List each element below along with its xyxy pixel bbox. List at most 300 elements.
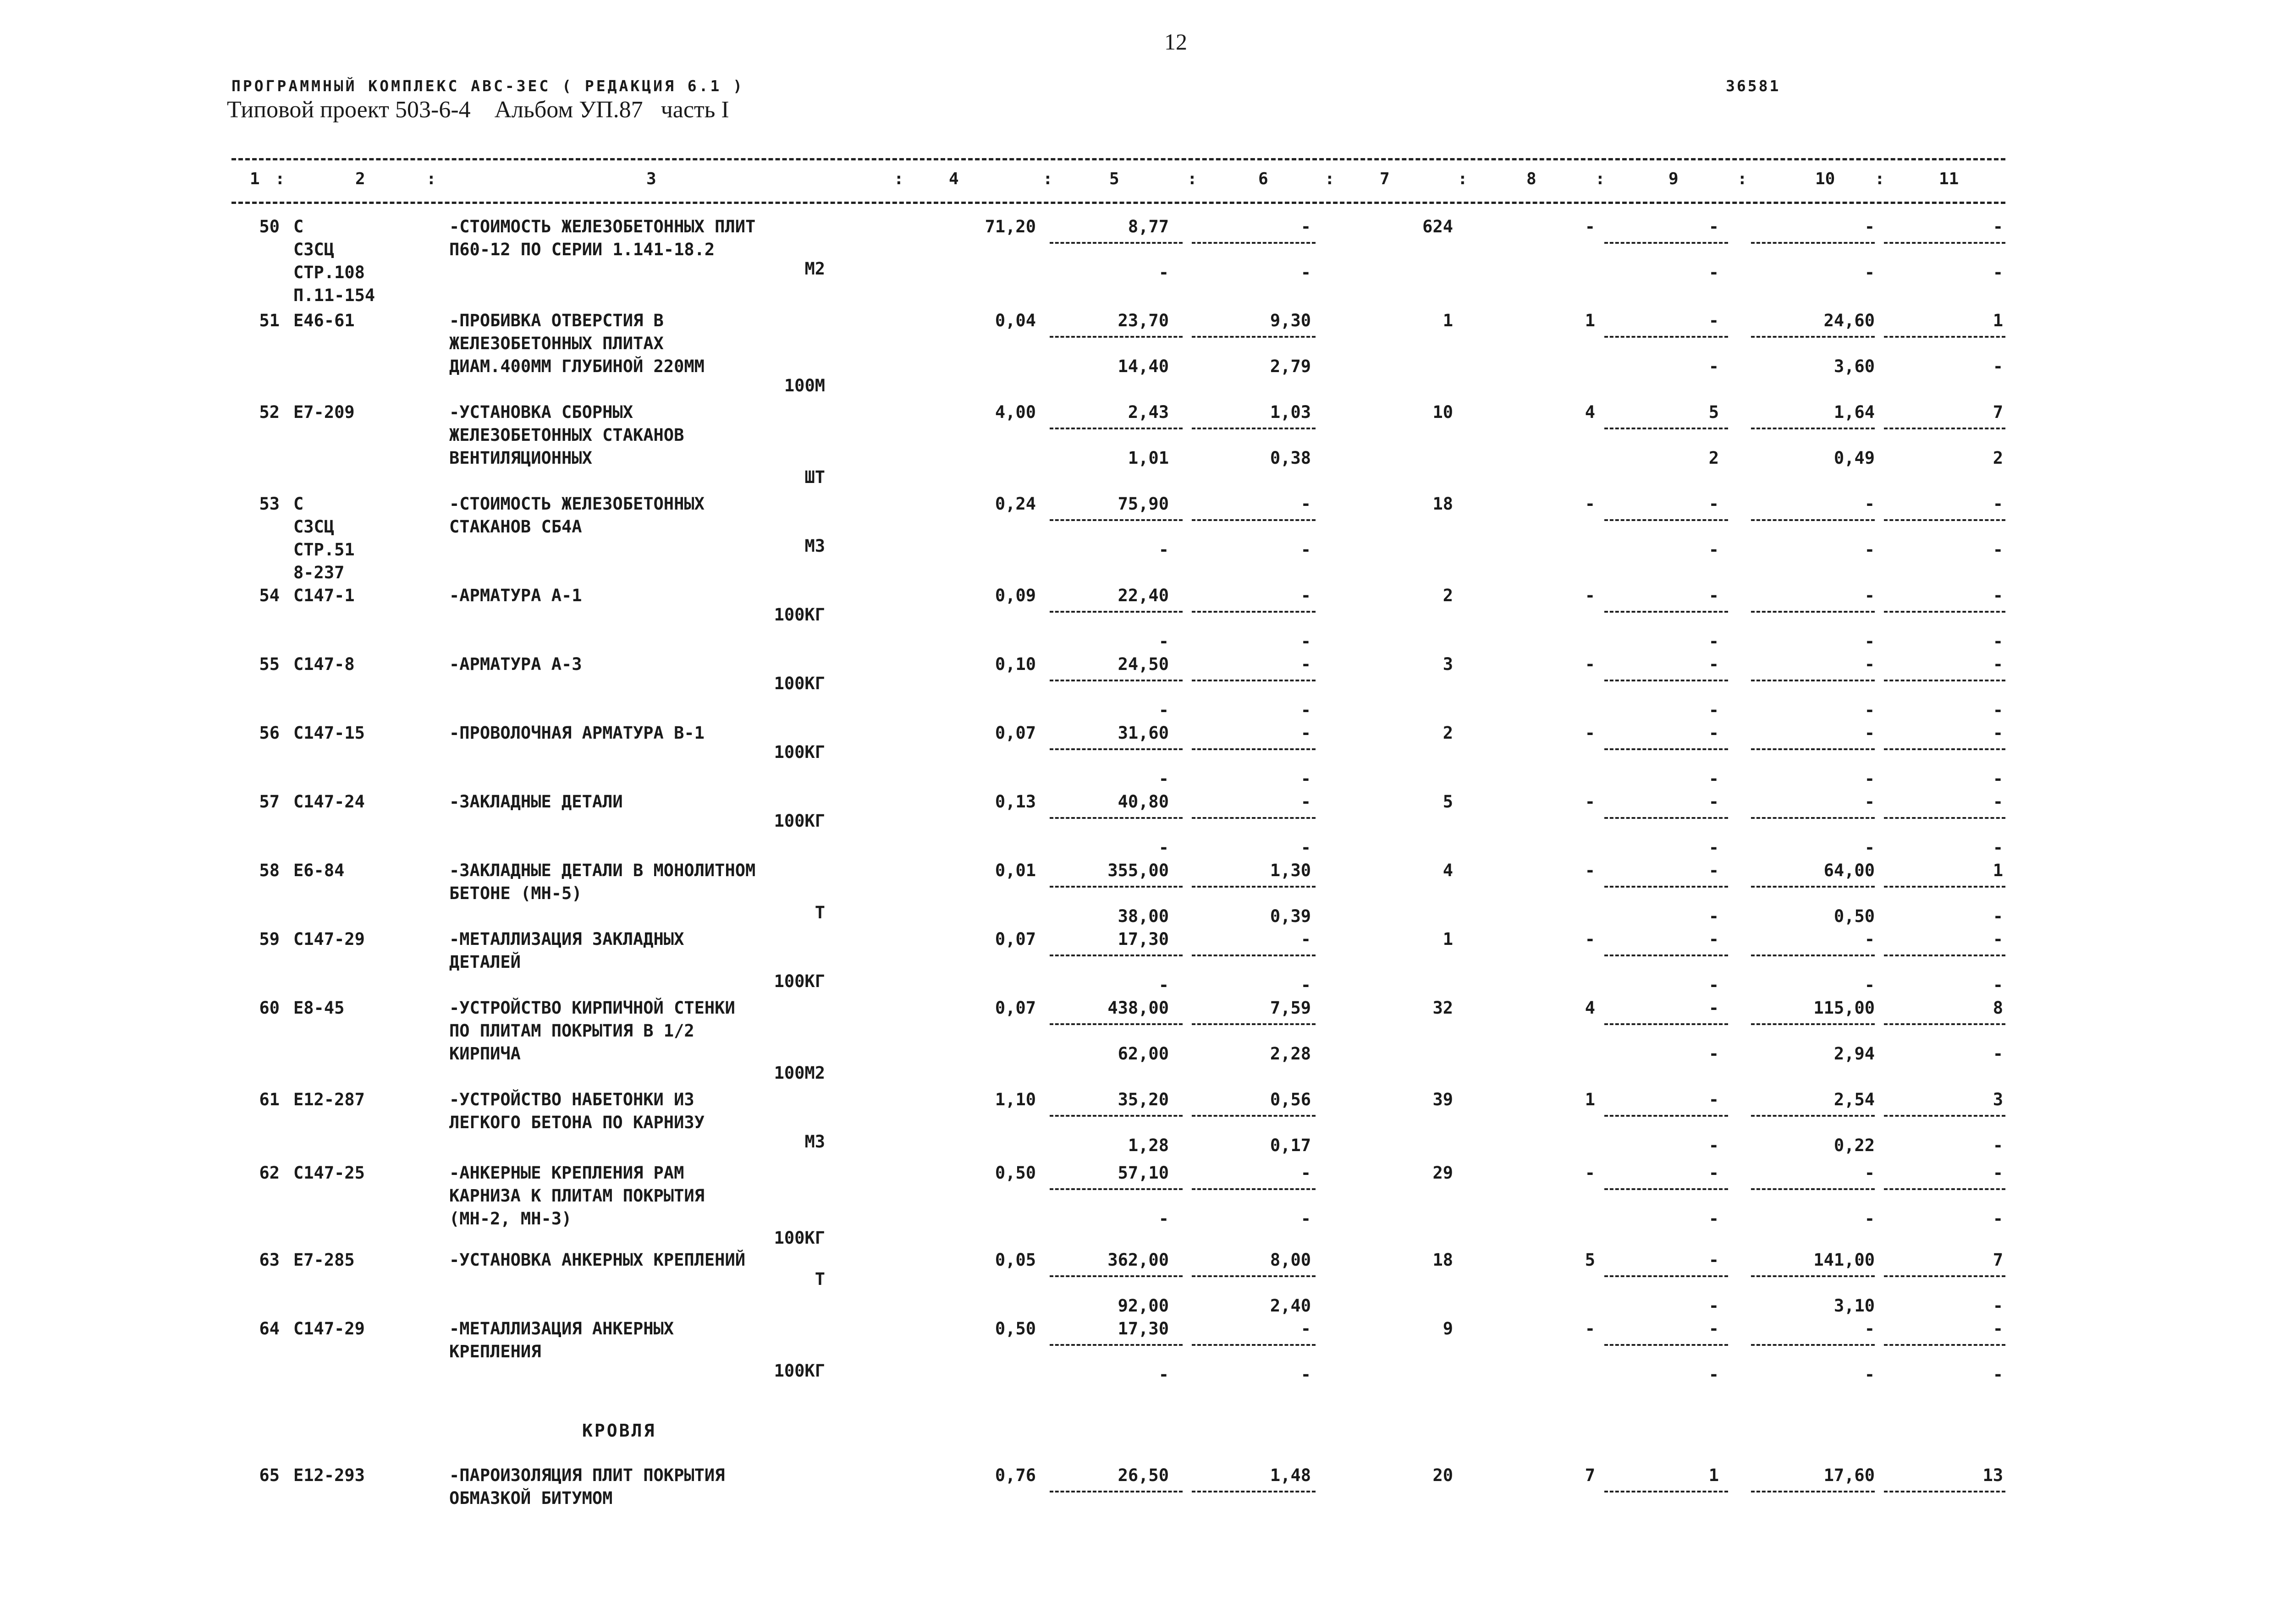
row-unit: Т xyxy=(815,903,825,922)
column-separator: : xyxy=(1325,170,1335,188)
row-col5-bottom: - xyxy=(1158,263,1169,282)
row-col11-top: 1 xyxy=(1993,861,2003,880)
row-col10-top: - xyxy=(1864,792,1875,812)
subtotal-dash-line xyxy=(1884,1344,2005,1346)
row-col5-top: 26,50 xyxy=(1118,1465,1169,1485)
subtotal-dash-line xyxy=(1884,1115,2005,1117)
subtotal-dash-line xyxy=(1751,1188,1875,1190)
row-quantity: 0,50 xyxy=(995,1319,1036,1339)
row-col10-top: - xyxy=(1864,1319,1875,1339)
row-unit: 100КГ xyxy=(774,742,825,762)
row-col9-top: 5 xyxy=(1708,402,1719,422)
row-col9-top: - xyxy=(1708,723,1719,743)
row-description: -АНКЕРНЫЕ КРЕПЛЕНИЯ РАМ КАРНИЗА К ПЛИТАМ ПОКРЫТИЯ (МН-2, МН-3) xyxy=(449,1163,705,1229)
row-unit: 100М xyxy=(784,376,825,395)
subtotal-dash-line xyxy=(1751,611,1875,613)
subtotal-dash-line xyxy=(1050,1023,1183,1025)
row-number: 58 xyxy=(259,861,280,880)
row-description: -МЕТАЛЛИЗАЦИЯ АНКЕРНЫХ КРЕПЛЕНИЯ xyxy=(449,1319,674,1361)
row-col5-bottom: - xyxy=(1158,700,1169,720)
subtotal-dash-line xyxy=(1604,1275,1728,1277)
column-separator: : xyxy=(1875,170,1885,188)
row-col9-top: - xyxy=(1708,1319,1719,1339)
column-header-8: 8 xyxy=(1526,170,1536,188)
row-unit: М3 xyxy=(804,536,825,556)
row-col11-top: - xyxy=(1993,1319,2003,1339)
subtotal-dash-line xyxy=(1751,1275,1875,1277)
subtotal-dash-line xyxy=(1050,748,1183,750)
row-col9-bottom: - xyxy=(1708,906,1719,926)
subtotal-dash-line xyxy=(1192,336,1316,338)
row-quantity: 0,76 xyxy=(995,1465,1036,1485)
subtotal-dash-line xyxy=(1884,886,2005,888)
row-col9-bottom: - xyxy=(1708,1209,1719,1229)
row-col11-top: - xyxy=(1993,1163,2003,1183)
subtotal-dash-line xyxy=(1192,680,1316,681)
column-header-4: 4 xyxy=(949,170,959,188)
subtotal-dash-line xyxy=(1604,428,1728,429)
subtotal-dash-line xyxy=(1604,680,1728,681)
row-description: -УСТРОЙСТВО НАБЕТОНКИ ИЗ ЛЕГКОГО БЕТОНА ПО КАРНИЗУ xyxy=(449,1090,705,1132)
subtotal-dash-line xyxy=(1751,955,1875,956)
row-col11-top: 13 xyxy=(1982,1465,2003,1485)
subtotal-dash-line xyxy=(1050,1115,1183,1117)
row-description: -АРМАТУРА А-1 xyxy=(449,586,582,605)
row-col9-top: - xyxy=(1708,217,1719,236)
row-col7: 1 xyxy=(1443,929,1453,949)
row-col6-bottom: - xyxy=(1300,838,1311,857)
row-col5-top: 17,30 xyxy=(1118,1319,1169,1339)
row-col10-top: 1,64 xyxy=(1834,402,1875,422)
row-number: 54 xyxy=(259,586,280,605)
row-number: 62 xyxy=(259,1163,280,1183)
row-col8: 5 xyxy=(1585,1250,1595,1270)
row-col11-top: 1 xyxy=(1993,311,2003,330)
subtotal-dash-line xyxy=(1884,1275,2005,1277)
column-separator: : xyxy=(1187,170,1197,188)
row-col11-top: - xyxy=(1993,723,2003,743)
subtotal-dash-line xyxy=(1192,817,1316,819)
row-col10-bottom: - xyxy=(1864,700,1875,720)
row-col10-bottom: - xyxy=(1864,1209,1875,1229)
row-col5-bottom: - xyxy=(1158,1209,1169,1229)
row-col6-top: - xyxy=(1300,929,1311,949)
row-col6-bottom: - xyxy=(1300,1365,1311,1384)
row-col7: 18 xyxy=(1432,494,1453,514)
row-col11-top: - xyxy=(1993,217,2003,236)
row-col7: 39 xyxy=(1432,1090,1453,1109)
column-separator: : xyxy=(1458,170,1468,188)
row-code: С147-1 xyxy=(293,586,355,605)
row-col10-top: 141,00 xyxy=(1813,1250,1875,1270)
row-col11-top: - xyxy=(1993,792,2003,812)
subtotal-dash-line xyxy=(1604,242,1728,244)
subtotal-dash-line xyxy=(1884,1188,2005,1190)
row-col7: 20 xyxy=(1432,1465,1453,1485)
row-col7: 1 xyxy=(1443,311,1453,330)
row-col9-bottom: - xyxy=(1708,838,1719,857)
subtotal-dash-line xyxy=(1050,1275,1183,1277)
row-col5-top: 75,90 xyxy=(1118,494,1169,514)
row-col6-bottom: 2,40 xyxy=(1270,1296,1311,1316)
row-col9-bottom: - xyxy=(1708,357,1719,376)
row-code: С147-24 xyxy=(293,792,365,812)
row-col9-top: - xyxy=(1708,792,1719,812)
row-col9-bottom: - xyxy=(1708,700,1719,720)
row-code: Е46-61 xyxy=(293,311,355,330)
row-col11-bottom: - xyxy=(1993,540,2003,560)
subtotal-dash-line xyxy=(1884,336,2005,338)
subtotal-dash-line xyxy=(1751,336,1875,338)
row-col7: 2 xyxy=(1443,586,1453,605)
row-col10-top: - xyxy=(1864,929,1875,949)
row-quantity: 0,07 xyxy=(995,929,1036,949)
subtotal-dash-line xyxy=(1604,817,1728,819)
row-quantity: 0,09 xyxy=(995,586,1036,605)
row-col8: 4 xyxy=(1585,998,1595,1018)
subtotal-dash-line xyxy=(1050,611,1183,613)
subtotal-dash-line xyxy=(1751,886,1875,888)
row-col9-top: - xyxy=(1708,586,1719,605)
row-unit: 100КГ xyxy=(774,1361,825,1381)
row-col5-bottom: - xyxy=(1158,975,1169,995)
column-separator: : xyxy=(275,170,285,188)
row-col6-top: - xyxy=(1300,1319,1311,1339)
row-col6-top: 0,56 xyxy=(1270,1090,1311,1109)
row-col7: 10 xyxy=(1432,402,1453,422)
subtotal-dash-line xyxy=(1192,1275,1316,1277)
row-unit: Т xyxy=(815,1269,825,1289)
row-code: С147-8 xyxy=(293,654,355,674)
subtotal-dash-line xyxy=(1192,886,1316,888)
subtotal-dash-line xyxy=(1751,428,1875,429)
row-col10-bottom: - xyxy=(1864,769,1875,789)
row-col8: - xyxy=(1585,929,1595,949)
row-col11-bottom: - xyxy=(1993,1365,2003,1384)
row-col11-top: 7 xyxy=(1993,402,2003,422)
row-col5-bottom: - xyxy=(1158,1365,1169,1384)
row-col9-top: - xyxy=(1708,998,1719,1018)
row-col9-top: - xyxy=(1708,861,1719,880)
subtotal-dash-line xyxy=(1192,1491,1316,1492)
row-col11-bottom: - xyxy=(1993,838,2003,857)
column-header-1: 1 xyxy=(250,170,260,188)
row-col10-top: - xyxy=(1864,723,1875,743)
row-col11-top: - xyxy=(1993,654,2003,674)
column-header-7: 7 xyxy=(1380,170,1390,188)
subtotal-dash-line xyxy=(1751,1115,1875,1117)
subtotal-dash-line xyxy=(1604,611,1728,613)
subtotal-dash-line xyxy=(1050,886,1183,888)
column-header-3: 3 xyxy=(646,170,656,188)
row-number: 63 xyxy=(259,1250,280,1270)
row-quantity: 0,24 xyxy=(995,494,1036,514)
column-separator: : xyxy=(1595,170,1605,188)
row-code: С СЗСЦ СТР.51 8-237 xyxy=(293,494,355,582)
row-col10-top: - xyxy=(1864,586,1875,605)
row-col6-bottom: 0,17 xyxy=(1270,1136,1311,1155)
row-col6-bottom: - xyxy=(1300,1209,1311,1229)
row-col8: 4 xyxy=(1585,402,1595,422)
row-col5-top: 40,80 xyxy=(1118,792,1169,812)
row-col6-top: - xyxy=(1300,792,1311,812)
row-col7: 9 xyxy=(1443,1319,1453,1339)
row-col6-top: 1,48 xyxy=(1270,1465,1311,1485)
row-number: 50 xyxy=(259,217,280,236)
row-description: -МЕТАЛЛИЗАЦИЯ ЗАКЛАДНЫХ ДЕТАЛЕЙ xyxy=(449,929,684,972)
subtotal-dash-line xyxy=(1050,1188,1183,1190)
row-col11-bottom: - xyxy=(1993,263,2003,282)
row-col8: - xyxy=(1585,723,1595,743)
subtotal-dash-line xyxy=(1884,748,2005,750)
subtotal-dash-line xyxy=(1884,519,2005,521)
row-col10-bottom: 0,22 xyxy=(1834,1136,1875,1155)
row-col6-bottom: - xyxy=(1300,975,1311,995)
row-number: 57 xyxy=(259,792,280,812)
row-col6-top: - xyxy=(1300,217,1311,236)
row-col8: - xyxy=(1585,1163,1595,1183)
subtotal-dash-line xyxy=(1192,242,1316,244)
header-document-code: 36581 xyxy=(1726,77,1781,95)
row-col6-top: 9,30 xyxy=(1270,311,1311,330)
row-col11-bottom: - xyxy=(1993,1296,2003,1316)
subtotal-dash-line xyxy=(1192,428,1316,429)
row-description: -ПРОВОЛОЧНАЯ АРМАТУРА В-1 xyxy=(449,723,705,743)
subtotal-dash-line xyxy=(1751,748,1875,750)
row-number: 64 xyxy=(259,1319,280,1339)
subtotal-dash-line xyxy=(1751,242,1875,244)
row-col5-top: 2,43 xyxy=(1128,402,1169,422)
row-quantity: 0,01 xyxy=(995,861,1036,880)
subtotal-dash-line xyxy=(1192,955,1316,956)
subtotal-dash-line xyxy=(1751,519,1875,521)
row-col6-top: - xyxy=(1300,654,1311,674)
row-description: -УСТАНОВКА СБОРНЫХ ЖЕЛЕЗОБЕТОННЫХ СТАКАНОВ ВЕНТИЛЯЦИОННЫХ xyxy=(449,402,684,468)
row-col8: 1 xyxy=(1585,1090,1595,1109)
row-col5-top: 31,60 xyxy=(1118,723,1169,743)
row-col6-top: - xyxy=(1300,586,1311,605)
row-col11-top: 7 xyxy=(1993,1250,2003,1270)
row-col10-bottom: - xyxy=(1864,540,1875,560)
row-col11-top: 3 xyxy=(1993,1090,2003,1109)
row-col6-bottom: 2,28 xyxy=(1270,1044,1311,1064)
subtotal-dash-line xyxy=(1751,680,1875,681)
row-col11-bottom: - xyxy=(1993,357,2003,376)
row-code: С147-29 xyxy=(293,929,365,949)
subtotal-dash-line xyxy=(1751,817,1875,819)
header-project-line: Типовой проект 503-6-4 Альбом УП.87 часть I xyxy=(227,97,729,123)
row-code: Е7-285 xyxy=(293,1250,355,1270)
subtotal-dash-line xyxy=(1604,955,1728,956)
row-col8: - xyxy=(1585,1319,1595,1339)
row-code: Е12-287 xyxy=(293,1090,365,1109)
row-col7: 3 xyxy=(1443,654,1453,674)
row-col10-bottom: 0,50 xyxy=(1834,906,1875,926)
row-col7: 2 xyxy=(1443,723,1453,743)
row-col6-top: - xyxy=(1300,494,1311,514)
row-code: Е12-293 xyxy=(293,1465,365,1485)
row-description: -ЗАКЛАДНЫЕ ДЕТАЛИ xyxy=(449,792,623,812)
row-number: 59 xyxy=(259,929,280,949)
subtotal-dash-line xyxy=(1884,1491,2005,1492)
row-col6-bottom: - xyxy=(1300,540,1311,560)
row-col10-top: 2,54 xyxy=(1834,1090,1875,1109)
row-number: 56 xyxy=(259,723,280,743)
row-number: 55 xyxy=(259,654,280,674)
subtotal-dash-line xyxy=(1751,1491,1875,1492)
page-number: 12 xyxy=(1164,29,1187,55)
row-col5-bottom: - xyxy=(1158,540,1169,560)
row-quantity: 4,00 xyxy=(995,402,1036,422)
row-code: С147-15 xyxy=(293,723,365,743)
row-col10-top: 24,60 xyxy=(1823,311,1875,330)
subtotal-dash-line xyxy=(1050,680,1183,681)
row-number: 52 xyxy=(259,402,280,422)
row-unit: ШТ xyxy=(804,467,825,487)
row-col10-bottom: - xyxy=(1864,631,1875,651)
row-col10-bottom: 0,49 xyxy=(1834,448,1875,468)
row-col9-top: - xyxy=(1708,1090,1719,1109)
row-col11-bottom: - xyxy=(1993,1044,2003,1064)
row-col10-top: 115,00 xyxy=(1813,998,1875,1018)
row-col9-bottom: - xyxy=(1708,975,1719,995)
column-separator: : xyxy=(1043,170,1053,188)
row-col10-bottom: 3,60 xyxy=(1834,357,1875,376)
row-unit: М2 xyxy=(804,259,825,279)
row-col6-bottom: 0,38 xyxy=(1270,448,1311,468)
row-quantity: 0,07 xyxy=(995,723,1036,743)
row-col5-top: 8,77 xyxy=(1128,217,1169,236)
column-separator: : xyxy=(894,170,904,188)
row-col11-bottom: - xyxy=(1993,1136,2003,1155)
row-col6-bottom: - xyxy=(1300,700,1311,720)
row-col9-top: 1 xyxy=(1708,1465,1719,1485)
row-col5-bottom: - xyxy=(1158,631,1169,651)
row-col6-top: 1,03 xyxy=(1270,402,1311,422)
row-unit: М3 xyxy=(804,1132,825,1152)
row-quantity: 0,07 xyxy=(995,998,1036,1018)
row-col9-bottom: - xyxy=(1708,1365,1719,1384)
row-col6-top: 1,30 xyxy=(1270,861,1311,880)
row-col9-top: - xyxy=(1708,654,1719,674)
subtotal-dash-line xyxy=(1050,955,1183,956)
row-col11-top: - xyxy=(1993,586,2003,605)
column-header-6: 6 xyxy=(1258,170,1268,188)
row-unit: 100М2 xyxy=(774,1063,825,1083)
row-col5-bottom: 1,28 xyxy=(1128,1136,1169,1155)
row-description: -ПАРОИЗОЛЯЦИЯ ПЛИТ ПОКРЫТИЯ ОБМАЗКОЙ БИТУМОМ xyxy=(449,1465,725,1508)
row-col8: - xyxy=(1585,792,1595,812)
row-col10-bottom: - xyxy=(1864,838,1875,857)
row-col10-bottom: - xyxy=(1864,263,1875,282)
row-col9-bottom: - xyxy=(1708,1296,1719,1316)
subtotal-dash-line xyxy=(1884,428,2005,429)
row-col7: 18 xyxy=(1432,1250,1453,1270)
subtotal-dash-line xyxy=(1604,1023,1728,1025)
row-col9-top: - xyxy=(1708,311,1719,330)
subtotal-dash-line xyxy=(1884,817,2005,819)
row-quantity: 0,04 xyxy=(995,311,1036,330)
subtotal-dash-line xyxy=(1604,1344,1728,1346)
row-unit: 100КГ xyxy=(774,605,825,625)
row-col7: 5 xyxy=(1443,792,1453,812)
row-unit: 100КГ xyxy=(774,971,825,991)
row-col11-bottom: 2 xyxy=(1993,448,2003,468)
row-quantity: 1,10 xyxy=(995,1090,1036,1109)
row-col11-bottom: - xyxy=(1993,700,2003,720)
row-col10-top: - xyxy=(1864,494,1875,514)
column-separator: : xyxy=(1737,170,1747,188)
subtotal-dash-line xyxy=(1604,1115,1728,1117)
subtotal-dash-line xyxy=(1884,1023,2005,1025)
row-col9-bottom: 2 xyxy=(1708,448,1719,468)
row-code: Е6-84 xyxy=(293,861,345,880)
row-col9-bottom: - xyxy=(1708,540,1719,560)
row-col5-top: 23,70 xyxy=(1118,311,1169,330)
row-col9-bottom: - xyxy=(1708,1136,1719,1155)
row-col11-top: 8 xyxy=(1993,998,2003,1018)
row-col5-top: 362,00 xyxy=(1107,1250,1169,1270)
row-col9-bottom: - xyxy=(1708,1044,1719,1064)
subtotal-dash-line xyxy=(1050,1491,1183,1492)
row-col8: 7 xyxy=(1585,1465,1595,1485)
row-col8: - xyxy=(1585,494,1595,514)
subtotal-dash-line xyxy=(1604,748,1728,750)
subtotal-dash-line xyxy=(1050,817,1183,819)
subtotal-dash-line xyxy=(1604,336,1728,338)
row-col5-top: 24,50 xyxy=(1118,654,1169,674)
rule-under-header xyxy=(231,202,2005,204)
row-col6-top: 8,00 xyxy=(1270,1250,1311,1270)
subtotal-dash-line xyxy=(1192,519,1316,521)
row-col5-bottom: 92,00 xyxy=(1118,1296,1169,1316)
row-col11-bottom: - xyxy=(1993,769,2003,789)
row-number: 60 xyxy=(259,998,280,1018)
subtotal-dash-line xyxy=(1050,519,1183,521)
row-col6-bottom: - xyxy=(1300,631,1311,651)
row-col5-top: 35,20 xyxy=(1118,1090,1169,1109)
row-col8: - xyxy=(1585,861,1595,880)
subtotal-dash-line xyxy=(1604,886,1728,888)
row-col6-top: - xyxy=(1300,1163,1311,1183)
row-col10-bottom: - xyxy=(1864,975,1875,995)
subtotal-dash-line xyxy=(1192,1344,1316,1346)
subtotal-dash-line xyxy=(1050,1344,1183,1346)
subtotal-dash-line xyxy=(1050,242,1183,244)
row-col10-bottom: - xyxy=(1864,1365,1875,1384)
row-code: Е8-45 xyxy=(293,998,345,1018)
subtotal-dash-line xyxy=(1604,1491,1728,1492)
row-quantity: 0,05 xyxy=(995,1250,1036,1270)
row-col10-top: 64,00 xyxy=(1823,861,1875,880)
subtotal-dash-line xyxy=(1604,519,1728,521)
row-col11-bottom: - xyxy=(1993,975,2003,995)
row-col5-bottom: 1,01 xyxy=(1128,448,1169,468)
row-col10-top: - xyxy=(1864,654,1875,674)
row-col9-top: - xyxy=(1708,494,1719,514)
row-quantity: 0,50 xyxy=(995,1163,1036,1183)
row-number: 65 xyxy=(259,1465,280,1485)
subtotal-dash-line xyxy=(1751,1344,1875,1346)
row-col7: 32 xyxy=(1432,998,1453,1018)
subtotal-dash-line xyxy=(1192,1115,1316,1117)
row-col9-bottom: - xyxy=(1708,631,1719,651)
row-col11-top: - xyxy=(1993,494,2003,514)
row-unit: 100КГ xyxy=(774,1228,825,1248)
row-col5-top: 22,40 xyxy=(1118,586,1169,605)
row-col6-bottom: - xyxy=(1300,263,1311,282)
row-description: -УСТАНОВКА АНКЕРНЫХ КРЕПЛЕНИЙ xyxy=(449,1250,746,1270)
